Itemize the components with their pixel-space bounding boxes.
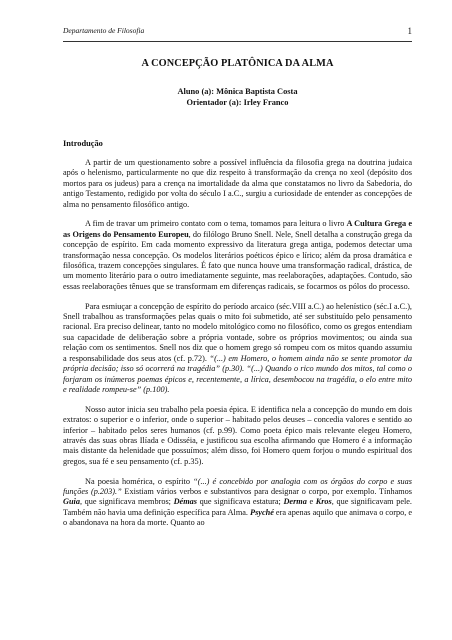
- text-run: Na poesia homérica, o espírito: [85, 476, 194, 486]
- author-block: [63, 86, 412, 108]
- greek-term: Guia: [63, 497, 80, 507]
- paragraph: [63, 405, 412, 467]
- quotation: “(...) é concebido por analogia com os órgãos do corpo e suas funções (p.203).”: [63, 476, 412, 496]
- text-run: , do filólogo Bruno Snell. Nele, Snell detalha a construção grega da concepção de espírito. Em cada momento expressivo da literatura grega antiga, podemos detectar uma transformação nessa concepção. Os modelos literários poéticos épico e lírico; além da prosa dramática e filosófica, trazem concepções singulares. É fato que nunca houve uma transformação radical, drástica, de um momento literário para o outro imediatamente seguinte, mas reelaborações, adaptações. Contudo, são essas reelaborações tênues que se transformam em diferenças radicais, se focarmos os pólos do processo.: [63, 229, 412, 291]
- greek-term: Derma: [283, 497, 307, 507]
- text-run: que significava estatura;: [196, 497, 284, 507]
- paragraph: [63, 158, 412, 210]
- body-text: [63, 158, 412, 537]
- page-header: [63, 26, 412, 40]
- text-run: Nosso autor inicia seu trabalho pela poesia épica. E identifica nela a concepção do mundo em dois extratos: o superior e o inferior, onde o superior – habitado pelos deuses – concedia valores e sentido ao inferior – habitado pelos seres humanos (cf. p.99). Como poeta épico mais relevante elegeu Homero, através das suas obras Ilíada e Odisséia, e justificou sua escolha afirmando que Homero é a informação mais distante da helenidade que possuímos; além disso, foi Homero quem forjou o mundo espiritual dos gregos, sua fé e seu pensamento (cf. p.35).: [63, 404, 412, 466]
- text-run: , que significavam pele. Também não havia uma definição específica para Alma.: [63, 497, 412, 517]
- page-number: 1: [407, 26, 412, 36]
- greek-term: Psyché: [250, 507, 274, 517]
- advisor-name: Orientador (a): Irley Franco: [186, 98, 289, 107]
- greek-term: Démas: [173, 497, 197, 507]
- text-run: , que significava membros;: [79, 497, 174, 507]
- text-run: Existiam vários verbos e substantivos para designar o corpo, por exemplo. Tínhamos: [121, 486, 412, 496]
- quotation: “(...) em Homero, o homem ainda não se sente promotor da própria decisão; isso só ocorrerá na tragédia” (p.30). “(...) Quando o rico mundo dos mitos, tal como o forjaram os inúmeros poemas épicos e, recentemente, a lírica, desembocou na tragédia, o elo entre mito e realidade rompeu-se” (p.100).: [63, 353, 412, 394]
- book-title: A Cultura Grega e as Origens do Pensamento Europeu: [63, 219, 412, 239]
- text-run: Para esmiuçar a concepção de espírito do período arcaico (séc.VIII a.C.) ao helenístico (séc.I a.C.), Snell trabalhou as transformações pelas quais o mito foi submetido, até ser substituído pelo pensamento racional. Era preciso delinear, tanto no modelo mitológico como no filosófico, como os gregos entendiam sua capacidade de deliberação sobre a própria vontade, sobre os próprios movimentos; ou ainda sua relação com os sentimentos. Snell nos diz que o homem grego só rompeu com os mitos quando assumiu a responsabilidade dos seus atos (cf. p.72).: [63, 301, 412, 363]
- greek-term: Kros: [315, 497, 332, 507]
- section-heading: Introdução: [63, 139, 103, 148]
- text-run: A fim de travar um primeiro contato com o tema, tomamos para leitura o livro: [85, 219, 347, 229]
- paper-title: A CONCEPÇÃO PLATÔNICA DA ALMA: [141, 58, 334, 69]
- header-divider: [63, 41, 412, 42]
- text-run: era apenas aquilo que animava o corpo, e o abandonava na hora da morte. Quanto ao: [63, 507, 412, 528]
- paragraph: [63, 219, 412, 292]
- paragraph: [63, 477, 412, 529]
- text-run: e: [306, 497, 316, 507]
- paragraph: [63, 302, 412, 396]
- text-run: A partir de um questionamento sobre a possível influência da filosofia grega na doutrina judaica após o helenismo, particularmente no que diz respeito à transformação da crença no xeol (depósito dos mortos para os judeus) para a crença na imortalidade da alma que constatamos no livro da Sabedoria, do antigo Testamento, redigido por volta do século I a.C., surgiu a curiosidade de entender as concepções de alma no pensamento filosófico antigo.: [63, 158, 412, 209]
- student-name: Aluno (a): Mônica Baptista Costa: [177, 87, 298, 96]
- department-label: Departamento de Filosofia: [63, 26, 145, 35]
